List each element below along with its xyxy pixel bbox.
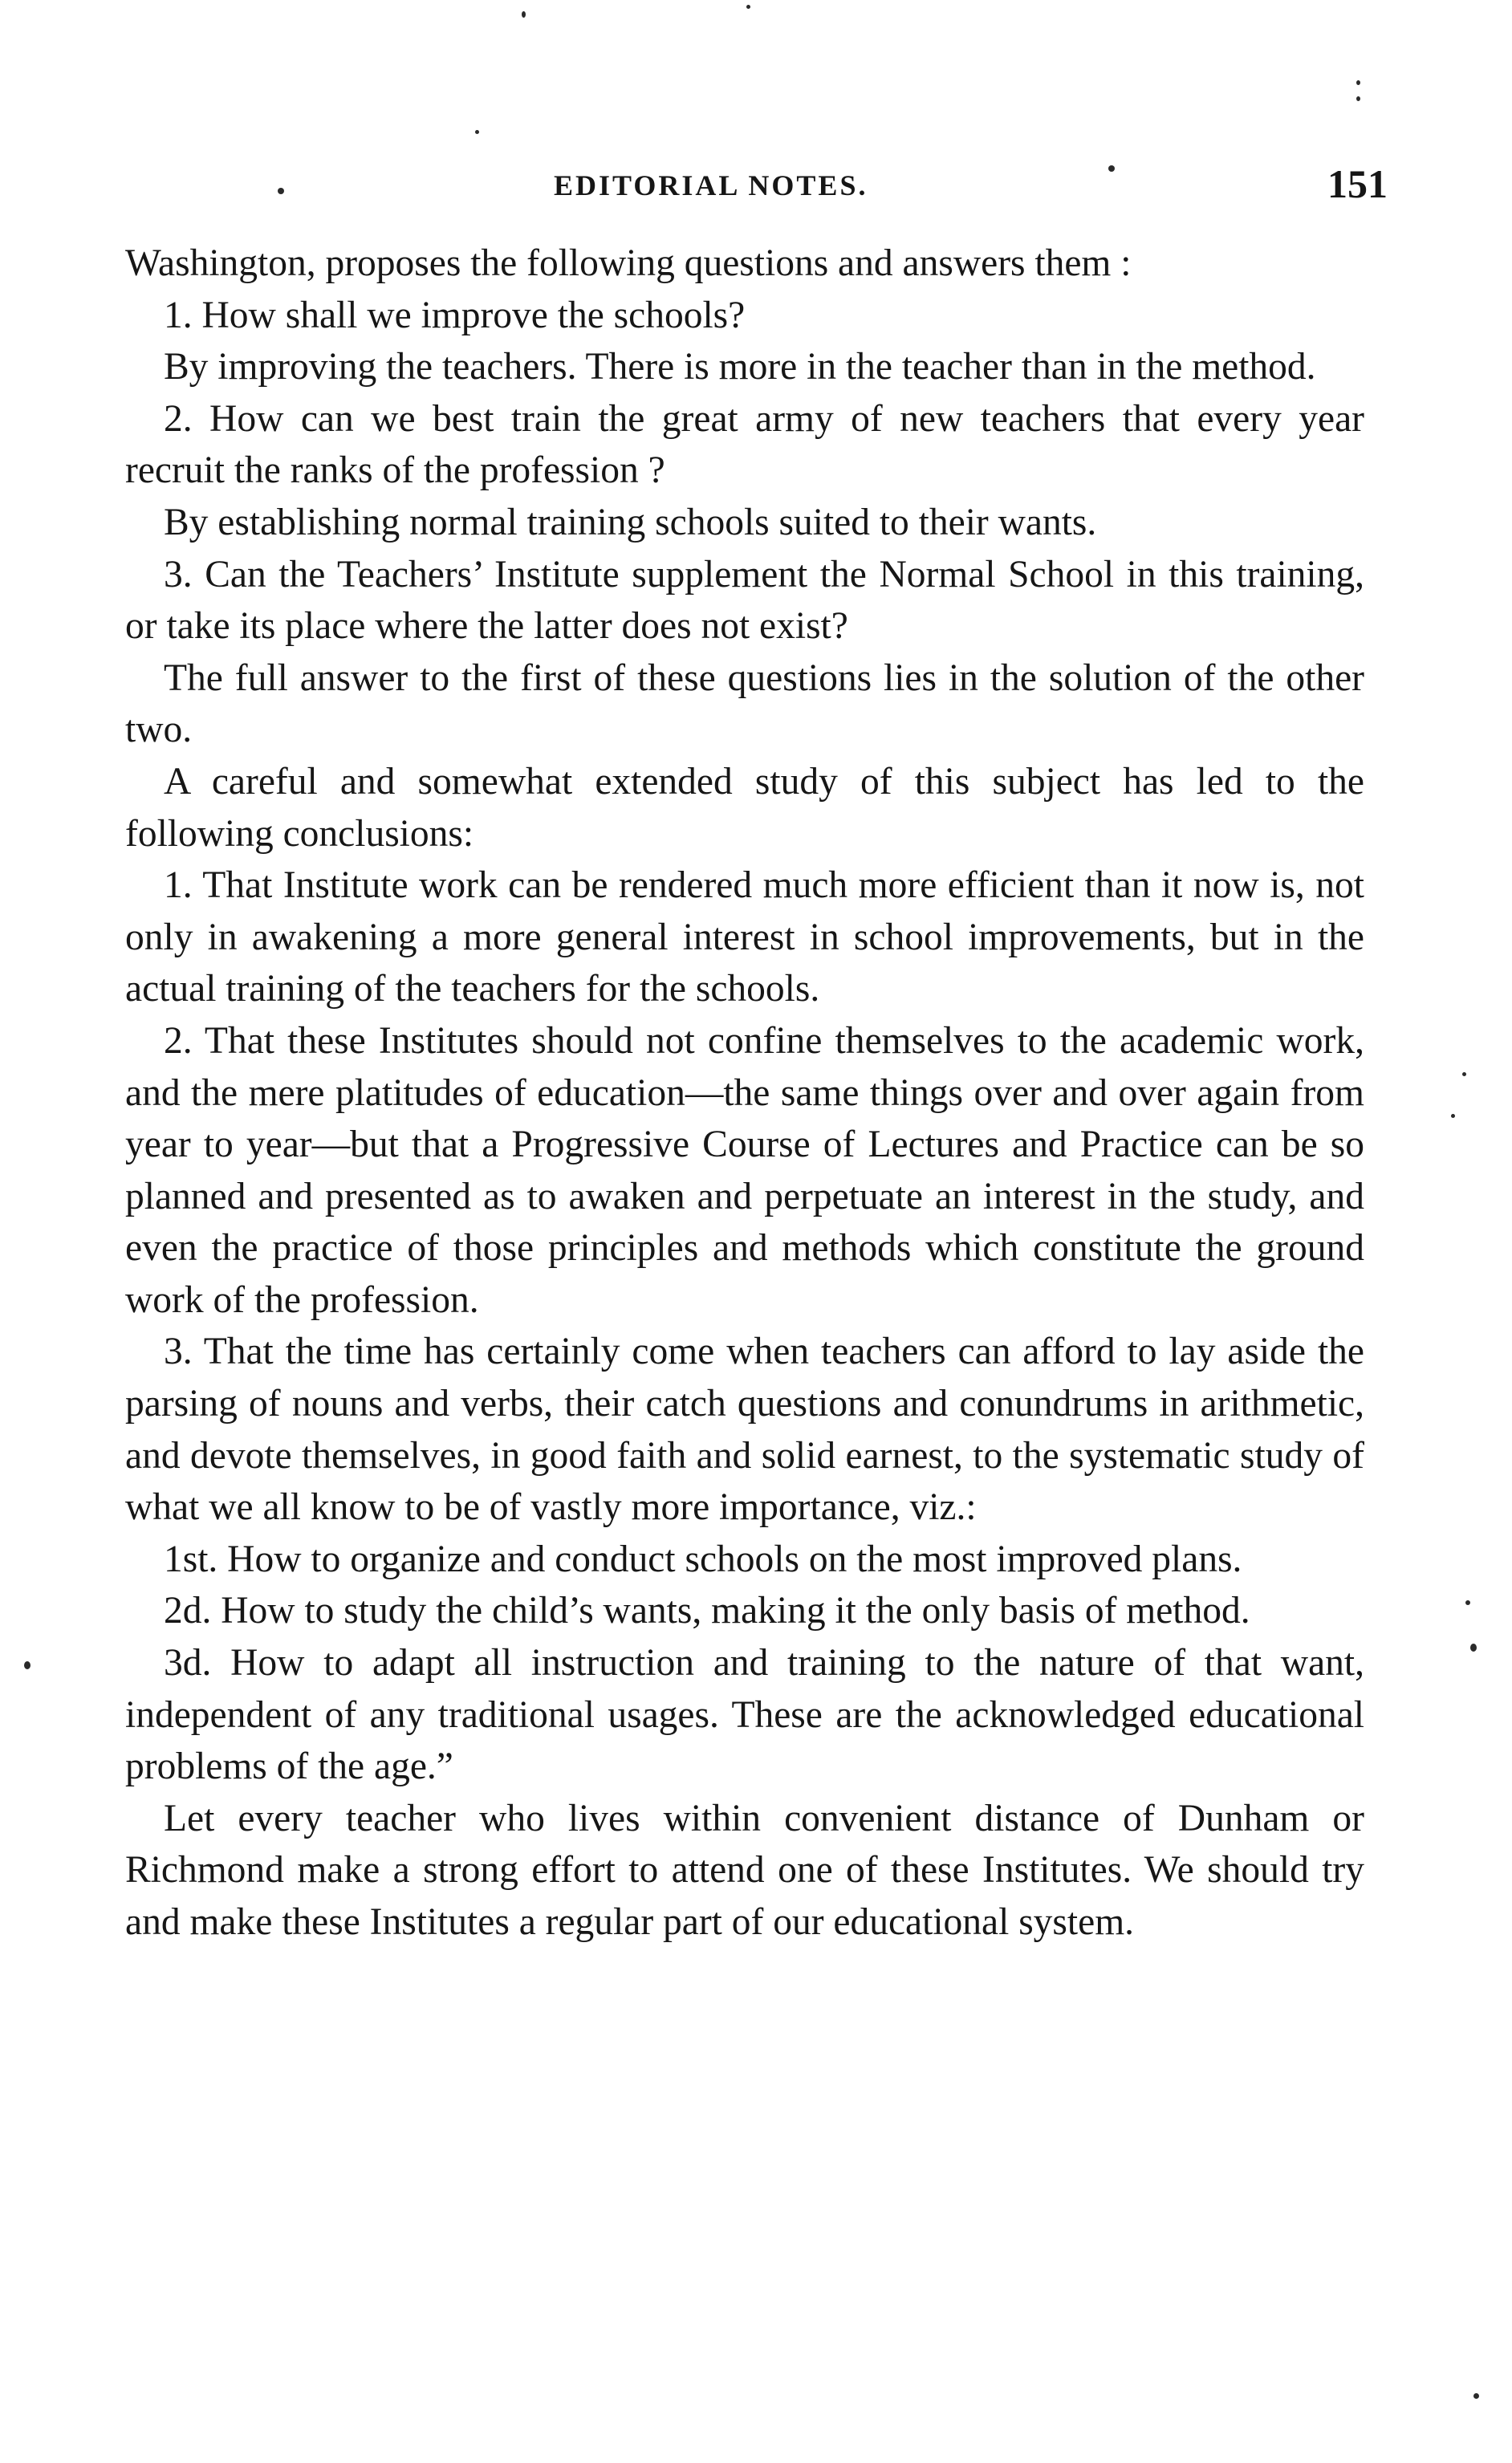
paragraph: 1. How shall we improve the schools? bbox=[164, 294, 746, 336]
paragraph: 2. How can we best train the great army of new teachers that every year recruit the ranks of the profession ? bbox=[125, 397, 1364, 492]
scan-speck bbox=[746, 5, 750, 9]
body-text bbox=[125, 238, 1364, 1949]
page-number: 151 bbox=[1327, 161, 1388, 206]
paragraph: 1st. How to organize and conduct schools on the most improved plans. bbox=[164, 1538, 1242, 1580]
scan-speck bbox=[522, 11, 526, 18]
scan-speck bbox=[1356, 96, 1360, 101]
running-head: EDITORIAL NOTES. bbox=[554, 169, 868, 201]
paragraph: By establishing normal training schools suited to their wants. bbox=[164, 501, 1097, 543]
scan-speck bbox=[1465, 1600, 1470, 1605]
paragraph: Let every teacher who lives within convenient distance of Dunham or Richmond make a strong effort to attend one of these Institutes. We should try and make these Institutes a regular part of our educational system. bbox=[125, 1797, 1364, 1943]
scan-speck bbox=[1451, 1114, 1455, 1118]
scan-speck bbox=[1462, 1072, 1466, 1076]
scan-speck bbox=[1356, 80, 1360, 85]
scan-speck bbox=[475, 130, 479, 134]
paragraph: 2. That these Institutes should not confine themselves to the academic work, and the mere platitudes of education—the same things over and over again from year to year—but that a Progressive Course of Lectures and Practice can be so planned and presented as to awaken and perpetuate an interest in the study, and even the practice of those principles and methods which constitute the ground work of the profession. bbox=[125, 1019, 1364, 1321]
paragraph: Washington, proposes the following questions and answers them : bbox=[125, 242, 1132, 284]
page-header bbox=[0, 161, 1512, 217]
paragraph: 3. Can the Teachers’ Institute supplement the Normal School in this training, or take its place where the latter does not exist? bbox=[125, 553, 1364, 648]
paragraph: 1. That Institute work can be rendered much more efficient than it now is, not only in awakening a more general interest in school improvements, but in the actual training of the teachers for the schools. bbox=[125, 864, 1364, 1010]
paragraph: A careful and somewhat extended study of this subject has led to the following conclusions: bbox=[125, 760, 1364, 855]
paragraph: The full answer to the first of these questions lies in the solution of the other two. bbox=[125, 656, 1364, 751]
scan-speck bbox=[24, 1661, 30, 1669]
paragraph: By improving the teachers. There is more in the teacher than in the method. bbox=[164, 346, 1316, 388]
paragraph: 2d. How to study the child’s wants, making it the only basis of method. bbox=[164, 1590, 1250, 1632]
scan-speck bbox=[1473, 2393, 1479, 2399]
paragraph: 3d. How to adapt all instruction and training to the nature of that want, independent of any traditional usages. These are the acknowledged educational problems of the age.” bbox=[125, 1642, 1364, 1788]
paragraph: 3. That the time has certainly come when teachers can afford to lay aside the parsing of nouns and verbs, their catch questions and conundrums in arithmetic, and devote themselves, in good faith and solid earnest, to the systematic study of what we all know to be of vastly more importance, viz.: bbox=[125, 1331, 1364, 1529]
scan-speck bbox=[1470, 1644, 1477, 1652]
scan-speck bbox=[1108, 165, 1115, 172]
scan-speck bbox=[278, 188, 284, 194]
